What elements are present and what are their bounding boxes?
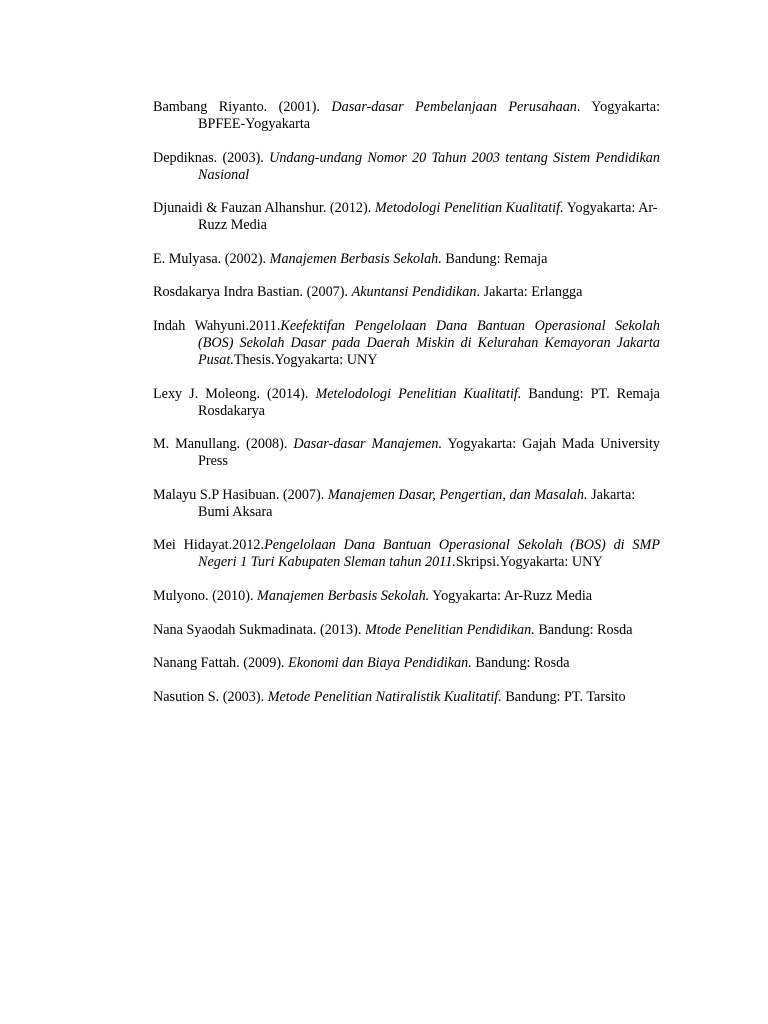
- reference-text: Thesis.Yogyakarta: UNY: [233, 351, 378, 368]
- reference-text: Depdiknas. (2003).: [153, 149, 270, 166]
- reference-title: Manajemen Berbasis Sekolah.: [269, 250, 442, 267]
- reference-entry: [153, 436, 660, 470]
- reference-text: . Yogyakarta: BPFEE-Yogyakarta: [198, 99, 661, 132]
- reference-text: Mulyono. (2010).: [153, 587, 258, 604]
- reference-text: Nanang Fattah. (2009).: [153, 655, 289, 672]
- reference-entry: [153, 537, 660, 571]
- reference-title: Manajemen Berbasis Sekolah.: [257, 587, 430, 604]
- reference-text: E. Mulyasa. (2002).: [153, 250, 270, 267]
- reference-text: Indah Wahyuni.2011.: [153, 317, 281, 334]
- reference-entry: [153, 622, 660, 639]
- reference-list: [153, 99, 660, 722]
- reference-title: Metelodologi Penelitian Kualitatif.: [315, 385, 522, 402]
- reference-text: Skripsi.Yogyakarta: UNY: [455, 554, 603, 571]
- reference-title: Dasar-dasar Pembelanjaan Perusahaan: [331, 99, 577, 115]
- reference-text: Malayu S.P Hasibuan. (2007).: [153, 486, 328, 503]
- reference-text: Lexy J. Moleong. (2014).: [153, 385, 316, 402]
- reference-entry: [153, 588, 660, 605]
- reference-entry: [153, 99, 660, 133]
- reference-title: Metode Penelitian Natiralistik Kualitatif.: [267, 688, 502, 705]
- reference-text: Mei Hidayat.2012.: [153, 537, 265, 554]
- reference-entry: [153, 487, 660, 521]
- reference-entry: [153, 655, 660, 672]
- reference-entry: [153, 386, 660, 420]
- reference-title: Mtode Penelitian Pendidikan.: [364, 621, 535, 638]
- reference-title: Dasar-dasar Manajemen.: [293, 436, 443, 453]
- reference-text: M. Manullang. (2008).: [153, 436, 294, 453]
- reference-text: . Jakarta: Erlangga: [476, 284, 583, 301]
- reference-text: Bandung: Remaja: [441, 250, 548, 267]
- reference-title: Ekonomi dan Biaya Pendidikan.: [288, 655, 472, 672]
- reference-text: Bandung: PT. Tarsito: [501, 688, 626, 705]
- reference-entry: [153, 200, 660, 234]
- reference-text: Rosdakarya Indra Bastian. (2007).: [153, 284, 352, 301]
- reference-text: Bambang Riyanto. (2001).: [153, 99, 332, 115]
- reference-entry: [153, 318, 660, 369]
- reference-title: Manajemen Dasar, Pengertian, dan Masalah.: [327, 486, 588, 503]
- reference-title: Undang-undang Nomor 20 Tahun 2003 tentang Sistem Pendidikan Nasional: [198, 149, 660, 183]
- reference-entry: [153, 689, 660, 706]
- reference-text: Yogyakarta: Ar-Ruzz Media: [198, 200, 658, 234]
- reference-text: Bandung: PT. Remaja Rosdakarya: [198, 385, 660, 419]
- reference-entry: [153, 284, 660, 301]
- reference-text: Djunaidi & Fauzan Alhanshur. (2012).: [153, 200, 375, 217]
- reference-text: Bandung: Rosda: [471, 655, 570, 672]
- reference-text: Yogyakarta: Ar-Ruzz Media: [429, 587, 593, 604]
- reference-text: Nasution S. (2003).: [153, 688, 268, 705]
- reference-entry: [153, 251, 660, 268]
- reference-text: Yogyakarta: Gajah Mada University Press: [198, 436, 661, 470]
- reference-title: Pengelolaan Dana Bantuan Operasional Sekolah (BOS) di SMP Negeri 1 Turi Kabupaten Sleman tahun 2011.: [198, 537, 661, 571]
- reference-entry: [153, 150, 660, 184]
- reference-text: Bandung: Rosda: [534, 621, 633, 638]
- reference-title: Keefektifan Pengelolaan Dana Bantuan Operasional Sekolah (BOS) Sekolah Dasar pada Daerah Miskin di Kelurahan Kemayoran Jakarta Pusat.: [198, 317, 660, 368]
- reference-title: Metodologi Penelitian Kualitatif.: [374, 200, 564, 217]
- reference-text: Nana Syaodah Sukmadinata. (2013).: [153, 621, 365, 638]
- reference-title: Akuntansi Pendidikan: [351, 284, 477, 301]
- reference-text: Jakarta: Bumi Aksara: [198, 486, 636, 520]
